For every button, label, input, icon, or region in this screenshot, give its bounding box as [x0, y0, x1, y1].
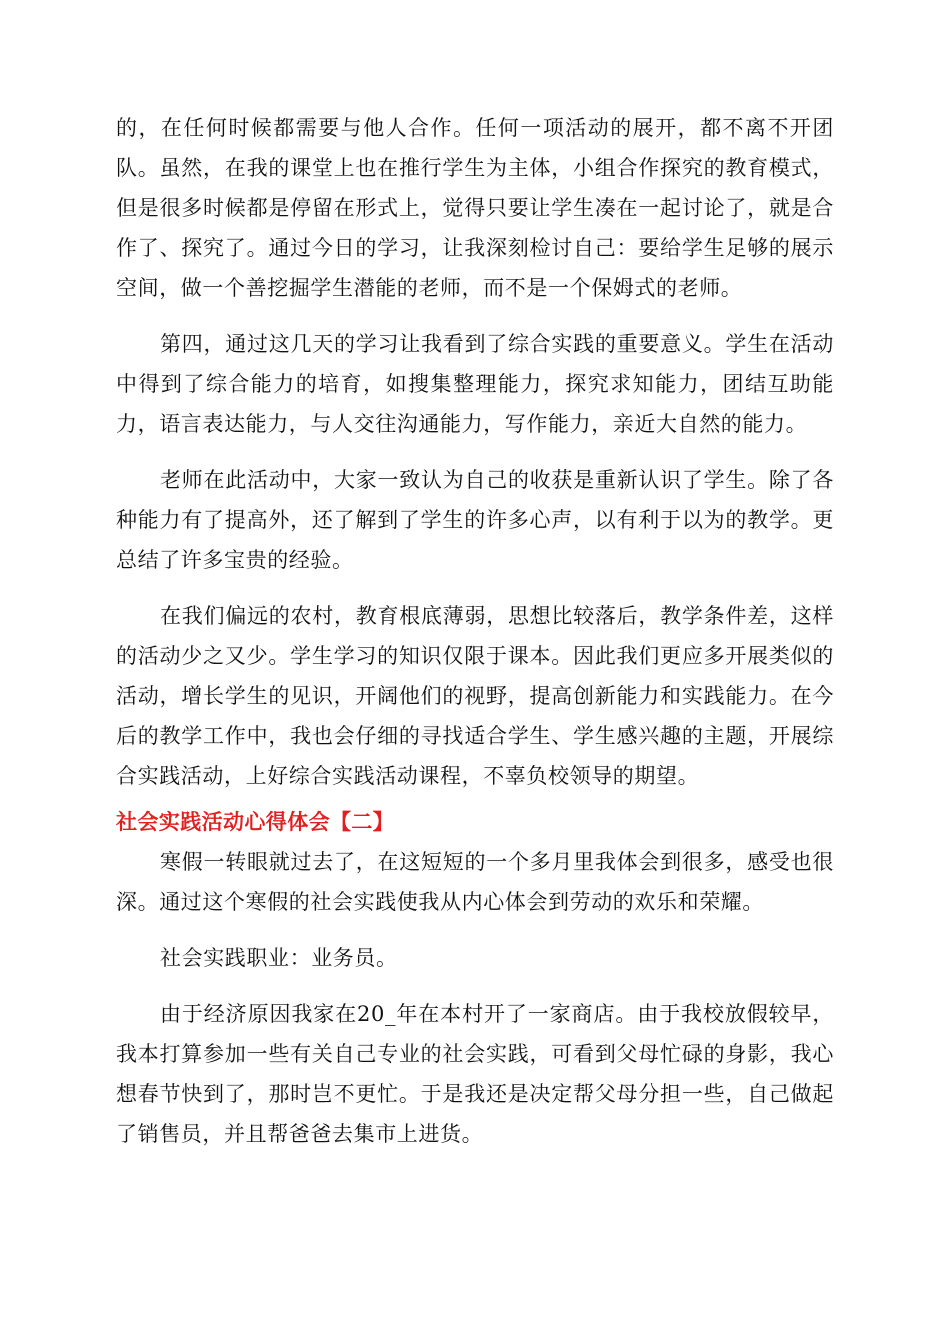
section-heading: 社会实践活动心得体会【二】	[116, 810, 395, 834]
paragraph-rural-education: 在我们偏远的农村，教育根底薄弱，思想比较落后，教学条件差，这样的活动少之又少。学生学习的知识仅限于课本。因此我们更应多开展类似的活动，增长学生的见识，开阔他们的视野，提高创新能力和实践能力。在今后的教学工作中，我也会仔细的寻找适合学生、学生感兴趣的主题，开展综合实践活动，上好综合实践活动课程，不辜负校领导的期望。	[116, 604, 834, 788]
paragraph-teamwork: 的，在任何时候都需要与他人合作。任何一项活动的展开，都不离不开团队。虽然，在我的课堂上也在推行学生为主体，小组合作探究的教育模式，但是很多时候都是停留在形式上，觉得只要让学生凑在一起讨论了，就是合作了、探究了。通过今日的学习，让我深刻检讨自己：要给学生足够的展示空间，做一个善挖掘学生潜能的老师，而不是一个保姆式的老师。	[116, 116, 834, 300]
paragraph-fourth-point: 第四，通过这几天的学习让我看到了综合实践的重要意义。学生在活动中得到了综合能力的培育，如搜集整理能力，探究求知能力，团结互助能力，语言表达能力，与人交往沟通能力，写作能力，亲近大自然的能力。	[116, 332, 834, 436]
document-page	[116, 108, 834, 1154]
paragraph-family-store: 由于经济原因我家在20_年在本村开了一家商店。由于我校放假较早，我本打算参加一些有关自己专业的社会实践，可看到父母忙碌的身影，我心想春节快到了，那时岂不更忙。于是我还是决定帮父母分担一些，自己做起了销售员，并且帮爸爸去集市上进货。	[116, 1002, 834, 1146]
paragraph-job-title: 社会实践职业：业务员。	[160, 946, 398, 970]
paragraph-teacher-gains: 老师在此活动中，大家一致认为自己的收获是重新认识了学生。除了各种能力有了提高外，还了解到了学生的许多心声，以有利于以为的教学。更总结了许多宝贵的经验。	[116, 468, 834, 572]
paragraph-winter-break: 寒假一转眼就过去了，在这短短的一个多月里我体会到很多，感受也很深。通过这个寒假的社会实践使我从内心体会到劳动的欢乐和荣耀。	[116, 850, 834, 914]
